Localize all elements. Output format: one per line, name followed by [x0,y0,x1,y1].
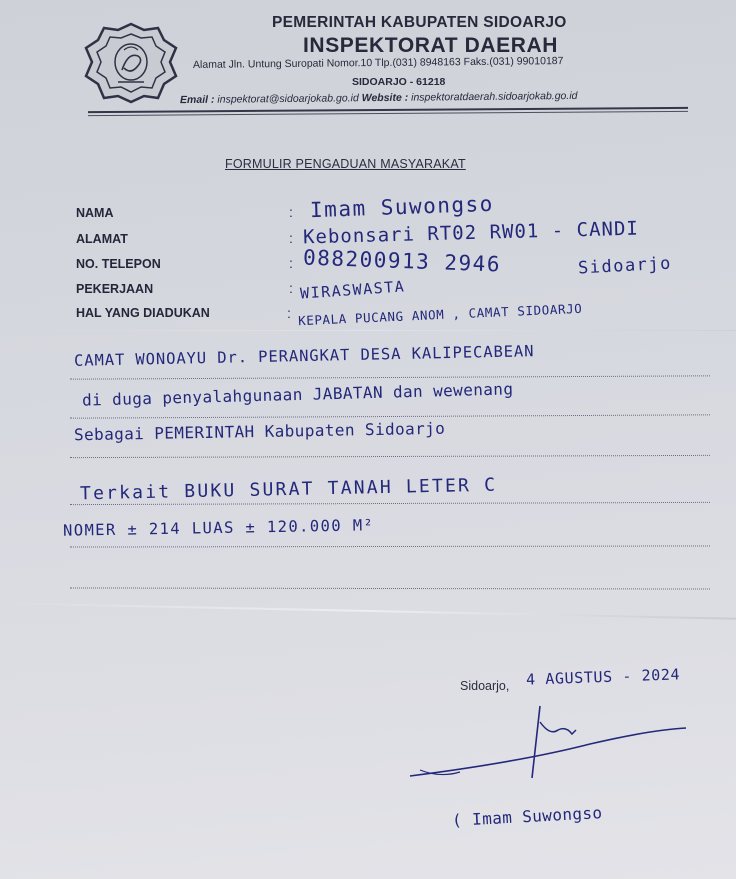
field-label-alamat: ALAMAT [76,232,128,246]
signature-place: Sidoarjo, [460,679,510,693]
office-city: SIDOARJO - 61218 [352,76,446,88]
website-address: inspektoratdaerah.sidoarjokab.go.id [411,89,578,104]
colon: : [289,255,293,271]
dotted-line [70,587,710,589]
office-name: INSPEKTORAT DAERAH [303,34,559,57]
email-address: inspektorat@sidoarjokab.go.id [217,92,359,106]
field-value-nama: Imam Suwongso [309,191,495,223]
office-contact [180,90,578,106]
field-label-hal-diadukan: HAL YANG DIADUKAN [76,306,210,320]
signatory-name: ( Imam Suwongso [451,803,603,830]
colon: : [289,230,293,246]
signature-date: 4 AGUSTUS - 2024 [525,665,681,689]
field-value-hal-diadukan: KEPALA PUCANG ANOM , CAMAT SIDOARJO [297,300,583,329]
paper-crease [0,330,736,331]
government-name: PEMERINTAH KABUPATEN SIDOARJO [272,14,567,31]
dotted-line [70,375,710,379]
website-label: Website : [361,91,409,105]
complaint-line: NOMER ± 214 LUAS ± 120.000 M² [62,516,375,540]
paper-crease [0,602,736,619]
email-label: Email : [179,93,215,107]
dotted-line [70,455,710,458]
field-value-telepon: 088200913 2946 [302,245,502,277]
colon: : [287,305,291,321]
regency-seal-icon [84,22,178,104]
form-title: FORMULIR PENGADUAN MASYARAKAT [225,157,466,171]
field-value-alamat: Kebonsari RT02 RW01 - CANDI [302,217,640,249]
dotted-line [70,545,710,547]
field-label-pekerjaan: PEKERJAAN [76,282,154,296]
colon: : [289,280,293,296]
colon: : [289,204,293,220]
complaint-line: Sebagai PEMERINTAH Kabupaten Sidoarjo [73,418,446,445]
complaint-line: CAMAT WONOAYU Dr. PERANGKAT DESA KALIPECABEAN [73,342,535,370]
field-label-nama: NAMA [76,206,114,220]
field-value-pekerjaan: WIRASWASTA [299,277,406,303]
dotted-line [70,414,710,418]
complaint-line: di duga penyalahgunaan JABATAN dan wewenang [81,379,514,410]
handwritten-signature [400,700,700,790]
field-value-alamat-continued: Sidoarjo [577,253,673,279]
field-label-telepon: NO. TELEPON [76,257,161,271]
complaint-line: Terkait BUKU SURAT TANAH LETER C [79,474,498,505]
office-address: Alamat Jln. Untung Suropati Nomor.10 Tlp.(031) 8948163 Faks.(031) 99010187 [192,55,564,71]
